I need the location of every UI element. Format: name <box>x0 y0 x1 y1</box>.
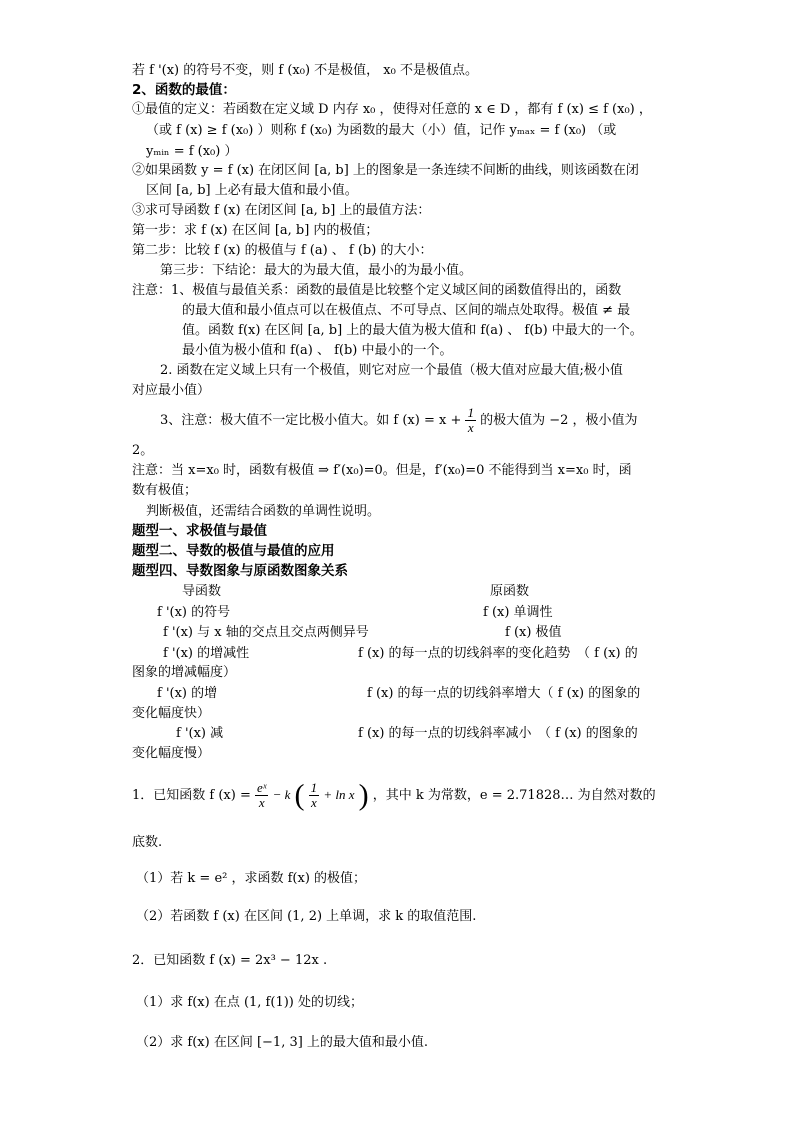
text-line: 对应最小值） <box>132 383 211 398</box>
problem-1-question-1: （1）若 k = e² ，求函数 f(x) 的极值； <box>136 871 367 886</box>
text-line: 第二步：比较 f (x) 的极值与 f (a) 、 f (b) 的大小： <box>132 243 433 258</box>
table-cell-left: f '(x) 的增 <box>157 686 218 701</box>
table-header-left: 导函数 <box>182 584 222 599</box>
text-line: 注意：1、极值与最值关系：函数的最值是比较整个定义域区间的函数值得出的，函数 <box>132 283 622 298</box>
fraction-denominator: x <box>258 795 265 810</box>
line-start: 3、注意：极大值不一定比极小值大。如 f (x) = x + <box>160 413 462 428</box>
problem-1-statement <box>132 775 656 815</box>
section-heading: 题型四、导数图象与原函数图象关系 <box>132 563 348 579</box>
line-end: 的极大值为 −2 ，极小值为 <box>480 413 638 428</box>
section-heading: 2、函数的最值： <box>132 82 236 98</box>
text-line: 第一步：求 f (x) 在区间 [a, b] 内的极值； <box>132 223 379 238</box>
text-line-with-fraction <box>160 404 638 438</box>
table-cell-right: f (x) 的每一点的切线斜率增大（ f (x) 的图象的 <box>367 686 641 701</box>
fraction-denominator: x <box>311 795 317 810</box>
fraction-numerator: eˣ <box>257 780 267 795</box>
table-cell-right: f (x) 单调性 <box>483 605 553 620</box>
text-line: 区间 [a, b] 上必有最大值和最小值。 <box>146 183 358 198</box>
table-cell-left: f '(x) 减 <box>176 726 224 741</box>
text-line: 判断极值，还需结合函数的单调性说明。 <box>146 504 381 519</box>
table-cell-left: f '(x) 与 x 轴的交点且交点两侧异号 <box>163 625 369 640</box>
table-cell-left: f '(x) 的符号 <box>157 605 231 620</box>
section-heading: 题型二、导数的极值与最值的应用 <box>132 543 335 559</box>
text-line: 第三步：下结论：最大的为最大值，最小的为最小值。 <box>160 263 473 278</box>
table-cell-continued: 变化幅度快） <box>132 706 211 721</box>
text-line: 底数. <box>132 835 163 850</box>
text-line: 注意：当 x=x₀ 时，函数有极值 ⇒ f′(x₀)=0。但是，f′(x₀)=0 不能得到当 x=x₀ 时，函 <box>132 463 632 478</box>
text-line: ①最值的定义：若函数在定义域 D 内存 x₀ ，使得对任意的 x ∈ D ，都有 f (x) ≤ f (x₀) ， <box>132 102 652 117</box>
text-line: 2. 函数在定义域上只有一个极值，则它对应一个最值（极大值对应最大值;极小值 <box>160 363 623 378</box>
text-line: ③求可导函数 f (x) 在闭区间 [a, b] 上的最值方法： <box>132 203 431 218</box>
minus-k: − k <box>272 787 291 802</box>
table-cell-left: f '(x) 的增减性 <box>163 646 250 661</box>
fraction-denominator: x <box>467 420 474 435</box>
fraction-numerator: 1 <box>467 405 474 420</box>
table-header-right: 原函数 <box>490 584 530 599</box>
problem-1-lead: 1．已知函数 f (x) = <box>132 788 251 803</box>
text-line: 若 f '(x) 的符号不变，则 f (x₀) 不是极值， x₀ 不是极值点。 <box>132 63 478 78</box>
text-line: 值。函数 f(x) 在区间 [a, b] 上的最大值为极大值和 f(a) 、 f(b) 中最大的一个。 <box>182 323 643 338</box>
left-paren: ( <box>294 778 305 812</box>
text-line: yₘᵢₙ = f (x₀) ） <box>146 144 238 159</box>
problem-1-tail: ，其中 k 为常数，e = 2.71828… 为自然对数的 <box>372 788 656 803</box>
table-cell-right: f (x) 的每一点的切线斜率减小 （ f (x) 的图象的 <box>358 726 638 741</box>
text-line: 2。 <box>132 443 154 458</box>
text-line: 最小值为极小值和 f(a) 、 f(b) 中最小的一个。 <box>182 343 453 358</box>
problem-2-question-1: （1）求 f(x) 在点 (1, f(1)) 处的切线； <box>136 995 363 1010</box>
problem-2-statement: 2．已知函数 f (x) = 2x³ − 12x . <box>132 953 328 968</box>
problem-2-question-2: （2）求 f(x) 在区间 [−1, 3] 上的最大值和最小值. <box>136 1035 429 1050</box>
table-cell-continued: 图象的增减幅度） <box>132 665 237 680</box>
text-line: ②如果函数 y = f (x) 在闭区间 [a, b] 上的图象是一条连续不间断的曲线，则该函数在闭 <box>132 163 639 178</box>
problem-1-question-2: （2）若函数 f (x) 在区间 (1, 2) 上单调，求 k 的取值范围. <box>136 909 477 924</box>
section-heading: 题型一、求极值与最值 <box>132 523 267 539</box>
fraction-numerator: 1 <box>310 780 318 795</box>
text-line: （或 f (x) ≥ f (x₀) ）则称 f (x₀) 为函数的最大（小）值，记作 yₘₐₓ = f (x₀) （或 <box>146 123 617 138</box>
text-line: 的最大值和最小值点可以在极值点、不可导点、区间的端点处取得。极值 ≠ 最 <box>182 303 631 318</box>
right-paren: ) <box>358 778 369 812</box>
fraction-one-over-x <box>465 406 476 435</box>
fraction-one-over-x <box>309 781 320 810</box>
text-line: 数有极值； <box>132 483 198 498</box>
table-cell-continued: 变化幅度慢） <box>132 746 211 761</box>
plus-ln-x: + ln x <box>323 787 355 802</box>
table-cell-right: f (x) 极值 <box>505 625 562 640</box>
fraction-ex-over-x <box>255 781 268 810</box>
table-cell-right: f (x) 的每一点的切线斜率的变化趋势 （ f (x) 的 <box>358 646 638 661</box>
